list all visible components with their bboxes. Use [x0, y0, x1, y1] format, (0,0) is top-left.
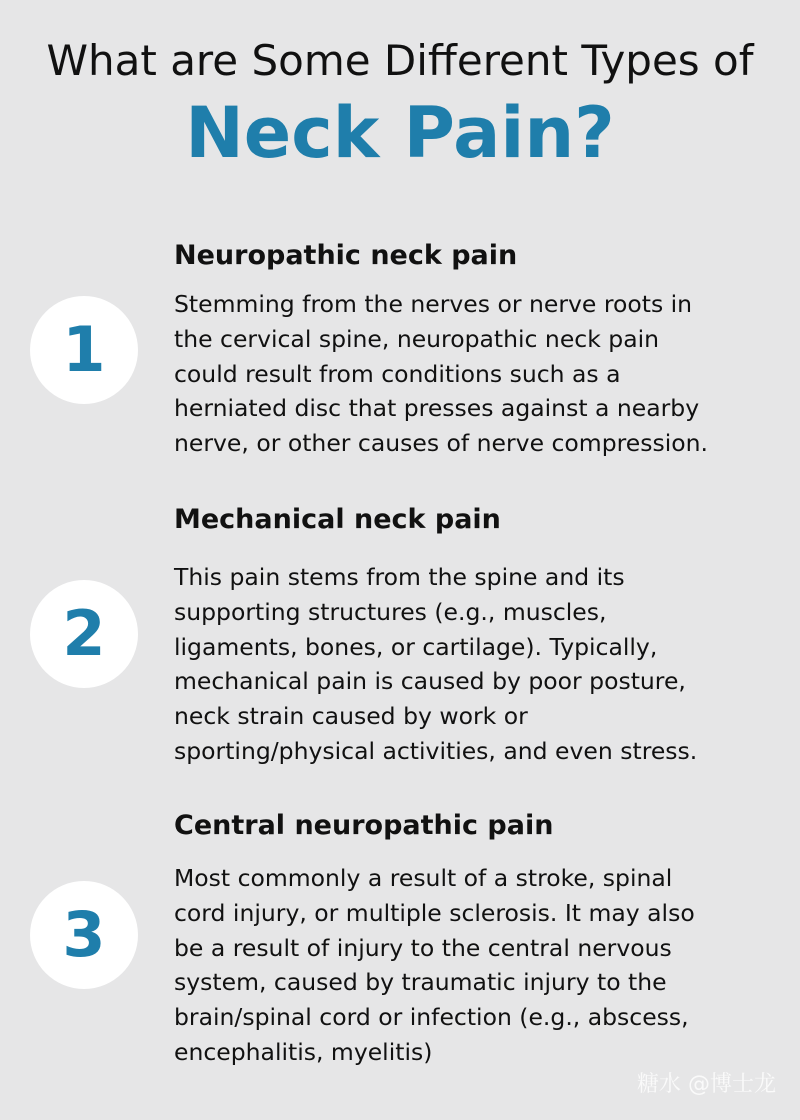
description-line: cord injury, or multiple sclerosis. It may also: [174, 898, 695, 927]
description-line: brain/spinal cord or infection (e.g., abscess,: [174, 1003, 689, 1032]
description-line: system, caused by traumatic injury to the: [174, 968, 667, 997]
description-line: herniated disc that presses against a nearby: [174, 394, 700, 423]
item-heading-3: Central neuropathic pain: [174, 810, 554, 841]
description-line: encephalitis, myelitis): [174, 1037, 433, 1066]
item-description-2: [174, 560, 784, 769]
number-badge-2: 2: [30, 580, 138, 688]
description-line: ligaments, bones, or cartilage). Typically,: [174, 632, 658, 661]
item-description-3: [174, 861, 784, 1070]
description-line: supporting structures (e.g., muscles,: [174, 597, 607, 626]
description-line: could result from conditions such as a: [174, 359, 621, 388]
description-line: sporting/physical activities, and even stress.: [174, 736, 698, 765]
description-line: nerve, or other causes of nerve compression.: [174, 429, 708, 458]
number-badge-1: 1: [30, 296, 138, 404]
description-line: This pain stems from the spine and its: [174, 563, 625, 591]
description-line: be a result of injury to the central nervous: [174, 933, 672, 962]
item-heading-1: Neuropathic neck pain: [174, 240, 518, 271]
page-title-line2: Neck Pain?: [185, 92, 615, 174]
watermark: 糖水 @博士龙: [637, 1072, 776, 1097]
number-badge-3: 3: [30, 881, 138, 989]
description-line: the cervical spine, neuropathic neck pain: [174, 324, 660, 353]
item-description-1: [174, 287, 784, 461]
description-line: mechanical pain is caused by poor posture,: [174, 667, 686, 696]
item-heading-2: Mechanical neck pain: [174, 504, 501, 535]
description-line: Stemming from the nerves or nerve roots in: [174, 290, 693, 318]
page-title-line1: What are Some Different Types of: [46, 36, 754, 85]
description-line: neck strain caused by work or: [174, 702, 528, 731]
description-line: Most commonly a result of a stroke, spinal: [174, 864, 673, 892]
